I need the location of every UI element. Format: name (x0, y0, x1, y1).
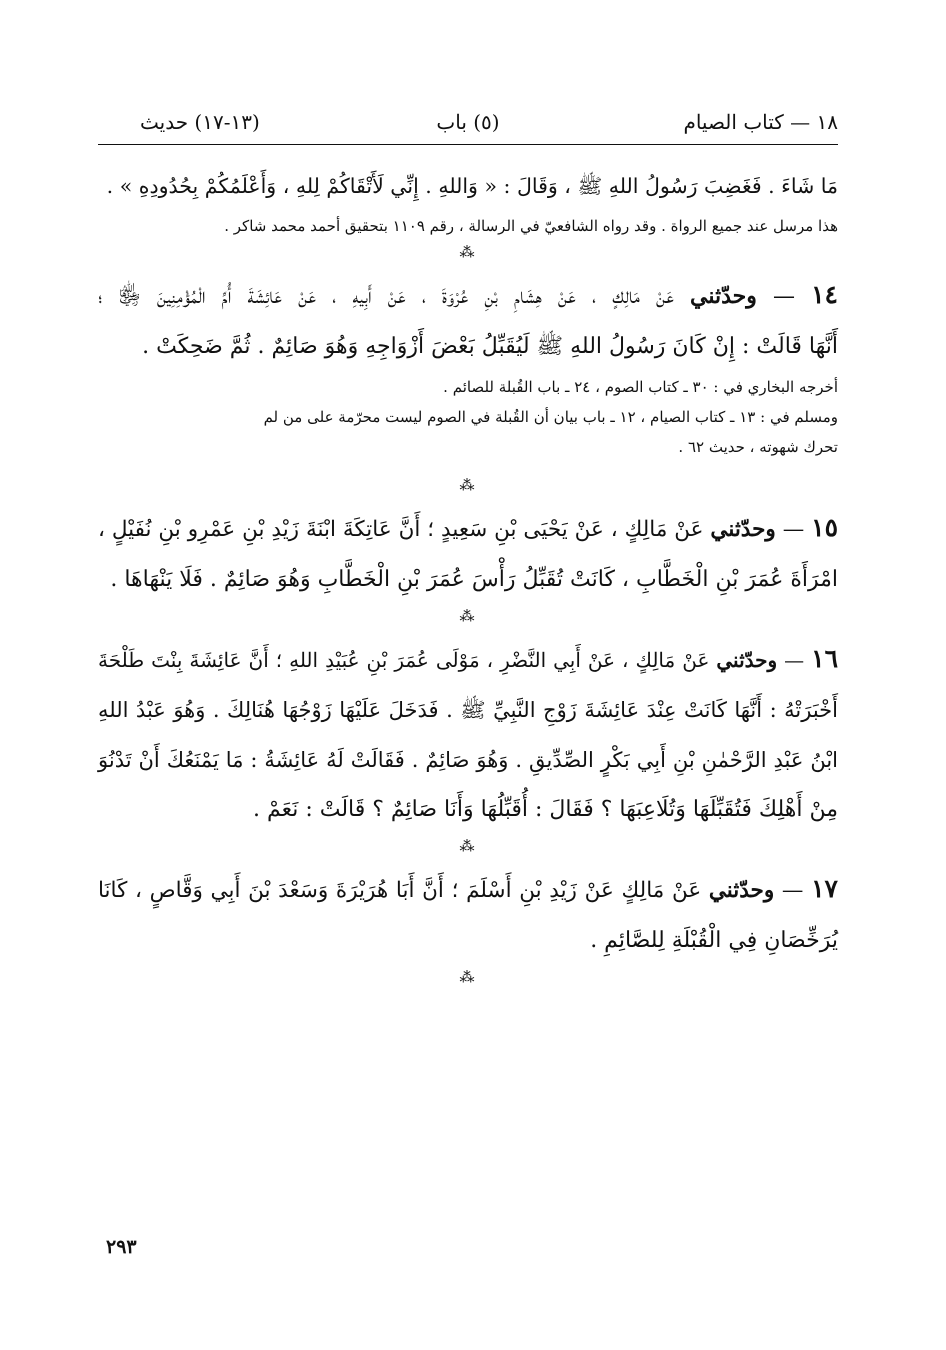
header-hadith-range: (١٣-١٧) حديث (140, 110, 260, 134)
hadith-17-dash: — (781, 878, 804, 903)
hadith-14-dash: — (773, 284, 796, 309)
header-book-title: ١٨ — كتاب الصيام (683, 110, 838, 134)
hadith-15-line-1 (98, 503, 838, 555)
hadith-14-line-2: أَنَّهَا قَالَتْ : إِنْ كَانَ رَسُولُ اللهِ ﷺ لَيُقَبِّلُ بَعْضَ أَزْوَاجِهِ وَهُوَ صَائِمٌ . ثُمَّ ضَحِكَتْ . (142, 334, 838, 359)
section-separator: ⁂ (459, 243, 477, 261)
hadith-17-line-2: يُرَخِّصَانِ فِي الْقُبْلَةِ لِلصَّائِمِ . (590, 928, 838, 953)
running-header (98, 100, 838, 144)
book-page (98, 100, 838, 993)
hadith-15-number: ١٥ (811, 513, 838, 542)
hadith-17-number: ١٧ (811, 874, 838, 903)
hadith-16-dash: — (784, 648, 805, 672)
section-separator: ⁂ (459, 607, 477, 625)
header-rule (98, 144, 838, 145)
hadith-16-line-3: ابْنُ عَبْدِ الرَّحْمٰنِ بْنِ أَبِي بَكْرٍ الصِّدِّيقِ . وَهُوَ صَائِمٌ . فَقَالَتْ لَهُ عَائِشَةُ : مَا يَمْنَعُكَ أَنْ تَدْنُوَ (98, 748, 838, 772)
hadith-16-line-1 (98, 634, 838, 685)
section-separator: ⁂ (459, 476, 477, 494)
hadith-16-line-4: مِنْ أَهْلِكَ فَتُقَبِّلَهَا وَتُلَاعِبَهَا ؟ فَقَالَ : أُقَبِّلُهَا وَأَنَا صَائِمٌ ؟ قَالَتْ : نَعَمْ . (252, 797, 838, 822)
hadith-17-intro: وحدّثني (708, 878, 775, 903)
hadith-17-text-1: عَنْ مَالِكٍ عَنْ زَيْدِ بْنِ أَسْلَمَ ؛ أَنَّ أَبَا هُرَيْرَةَ وَسَعْدَ بْنَ أَبِي وَقَّاصٍ ، كَانَا (98, 878, 702, 903)
hadith-15-text-1: عَنْ مَالِكٍ ، عَنْ يَحْيَى بْنِ سَعِيدٍ ؛ أَنَّ عَاتِكَةَ ابْنَةَ زَيْدِ بْنِ عَمْرِو بْنِ نُفَيْلٍ ، (98, 517, 704, 542)
header-chapter: (٥) باب (436, 110, 500, 134)
hadith-16-text-1: عَنْ مَالِكٍ ، عَنْ أَبِي النَّضْرِ ، مَوْلَى عُمَرَ بْنِ عُبَيْدِ اللهِ ؛ أَنَّ عَائِشَةَ بِنْتَ طَلْحَةَ (98, 648, 710, 672)
hadith-14-footnote-1: أخرجه البخاري في : ٣٠ ـ كتاب الصوم ، ٢٤ ـ باب القُبلة للصائم . (443, 378, 838, 396)
hadith-16-intro: وحدّثني (716, 648, 778, 672)
hadith-14-footnote-3: تحرك شهوته ، حديث ٦٢ . (678, 438, 838, 456)
hadith-15-intro: وحدّثني (710, 517, 776, 542)
hadith-14-intro: وحدّثني (690, 283, 757, 309)
page-number: ٢٩٣ (106, 1236, 137, 1258)
continuation-footnote: هذا مرسل عند جميع الرواة . وقد رواه الشافعيّ في الرسالة ، رقم ١١٠٩ بتحقيق أحمد محمد شاكر . (224, 217, 838, 235)
hadith-16-line-2: أَخْبَرَتْهُ : أَنَّهَا كَانَتْ عِنْدَ عَائِشَةَ زَوْجِ النَّبِيِّ ﷺ . فَدَخَلَ عَلَيْهَا زَوْجُهَا هُنَالِكَ . وَهُوَ عَبْدُ اللهِ (98, 698, 838, 722)
hadith-14-line-1 (98, 270, 838, 322)
hadith-14-text-1: عَنْ مَالِكٍ ، عَنْ هِشَامِ بْنِ عُرْوَةَ ، عَنْ أَبِيهِ ، عَنْ عَائِشَةَ أُمِّ الْمُؤْمِنِينَ ﵂ ؛ (98, 284, 674, 309)
hadith-14-number: ١٤ (811, 280, 838, 309)
section-separator: ⁂ (459, 968, 477, 986)
hadith-15-line-2: امْرَأَةَ عُمَرَ بْنِ الْخَطَّابِ ، كَانَتْ تُقَبِّلُ رَأْسَ عُمَرَ بْنِ الْخَطَّابِ وَهُوَ صَائِمٌ . فَلَا يَنْهَاهَا . (110, 567, 838, 592)
continuation-text: مَا شَاءَ . فَغَضِبَ رَسُولُ اللهِ ﷺ ، وَقَالَ : « وَاللهِ . إِنِّي لَأَتْقَاكُمْ لِلهِ ، وَأَعْلَمُكُمْ بِحُدُودِهِ » . (106, 174, 838, 198)
hadith-16-number: ١٦ (811, 644, 838, 673)
hadith-14-footnote-2: ومسلم في : ١٣ ـ كتاب الصيام ، ١٢ ـ باب بيان أن القُبلة في الصوم ليست محرّمة على من لم (263, 408, 838, 426)
hadith-17-line-1 (98, 864, 838, 916)
hadith-15-dash: — (782, 517, 805, 542)
section-separator: ⁂ (459, 837, 477, 855)
